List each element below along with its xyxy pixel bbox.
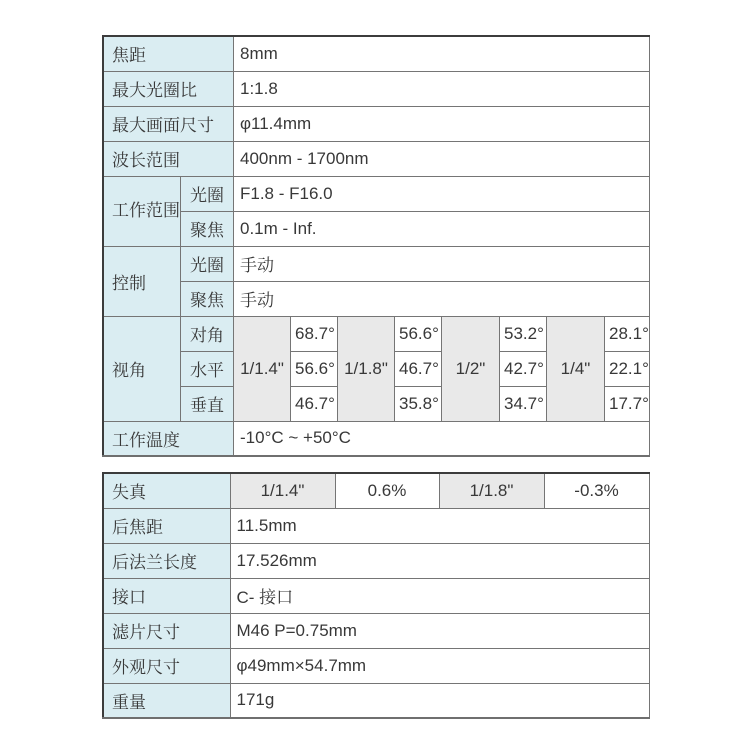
lens-spec-sheet [102,35,650,719]
distortion-value-1-1.4: 0.6% [335,473,439,508]
back-focal-length-value: 11.5mm [230,508,649,543]
distortion-value-1-1.8: -0.3% [544,473,649,508]
row-dimensions [103,648,649,683]
view-angle-label: 视角 [103,316,181,421]
view-angle-1-1.8-diagonal: 56.6° [395,316,442,351]
view-angle-1-2-diagonal: 53.2° [500,316,547,351]
focal-length-label: 焦距 [103,36,234,71]
view-angle-1-1.4-diagonal: 68.7° [291,316,338,351]
row-control-iris [103,246,650,281]
view-angle-1-2-horizontal: 42.7° [500,351,547,386]
mechanical-spec-table [102,472,650,719]
row-max-image-size [103,106,650,141]
dimensions-label: 外观尺寸 [103,648,230,683]
working-range-label: 工作范围 [103,176,181,246]
distortion-label: 失真 [103,473,230,508]
working-range-iris-value: F1.8 - F16.0 [234,176,650,211]
sensor-size-1-2: 1/2" [442,316,500,421]
wavelength-range-value: 400nm - 1700nm [234,141,650,176]
max-image-size-value: φ11.4mm [234,106,650,141]
view-angle-vertical-label: 垂直 [181,386,234,421]
max-image-size-label: 最大画面尺寸 [103,106,234,141]
view-angle-1-4-diagonal: 28.1° [605,316,650,351]
view-angle-1-1.8-horizontal: 46.7° [395,351,442,386]
row-working-range-focus [103,211,650,246]
control-label: 控制 [103,246,181,316]
row-weight [103,683,649,718]
back-focal-length-label: 后焦距 [103,508,230,543]
view-angle-1-4-horizontal: 22.1° [605,351,650,386]
row-distortion [103,473,649,508]
mount-label: 接口 [103,578,230,613]
distortion-sensor-1-1.8: 1/1.8" [439,473,544,508]
view-angle-1-4-vertical: 17.7° [605,386,650,421]
view-angle-1-1.4-vertical: 46.7° [291,386,338,421]
row-wavelength-range [103,141,650,176]
row-back-focal-length [103,508,649,543]
flange-back-length-label: 后法兰长度 [103,543,230,578]
working-range-iris-label: 光圈 [181,176,234,211]
row-operating-temperature [103,421,650,456]
max-aperture-ratio-label: 最大光圈比 [103,71,234,106]
sensor-size-1-1.8: 1/1.8" [338,316,395,421]
filter-size-label: 滤片尺寸 [103,613,230,648]
row-max-aperture-ratio [103,71,650,106]
sensor-size-1-4: 1/4" [547,316,605,421]
control-iris-label: 光圈 [181,246,234,281]
optical-spec-table [102,35,650,457]
working-range-focus-label: 聚焦 [181,211,234,246]
sensor-size-1-1.4: 1/1.4" [234,316,291,421]
wavelength-range-label: 波长范围 [103,141,234,176]
control-iris-value: 手动 [234,246,650,281]
max-aperture-ratio-value: 1:1.8 [234,71,650,106]
focal-length-value: 8mm [234,36,650,71]
dimensions-value: φ49mm×54.7mm [230,648,649,683]
control-focus-label: 聚焦 [181,281,234,316]
view-angle-1-1.8-vertical: 35.8° [395,386,442,421]
weight-label: 重量 [103,683,230,718]
row-working-range-iris [103,176,650,211]
weight-value: 171g [230,683,649,718]
row-flange-back-length [103,543,649,578]
filter-size-value: M46 P=0.75mm [230,613,649,648]
mount-value: C- 接口 [230,578,649,613]
working-range-focus-value: 0.1m - Inf. [234,211,650,246]
row-mount [103,578,649,613]
distortion-sensor-1-1.4: 1/1.4" [230,473,335,508]
operating-temperature-label: 工作温度 [103,421,234,456]
row-filter-size [103,613,649,648]
view-angle-diagonal-label: 对角 [181,316,234,351]
view-angle-1-2-vertical: 34.7° [500,386,547,421]
operating-temperature-value: -10°C ~ +50°C [234,421,650,456]
view-angle-horizontal-label: 水平 [181,351,234,386]
control-focus-value: 手动 [234,281,650,316]
view-angle-1-1.4-horizontal: 56.6° [291,351,338,386]
flange-back-length-value: 17.526mm [230,543,649,578]
table-gap [102,457,650,472]
row-focal-length [103,36,650,71]
row-control-focus [103,281,650,316]
row-view-angle-diagonal [103,316,650,351]
